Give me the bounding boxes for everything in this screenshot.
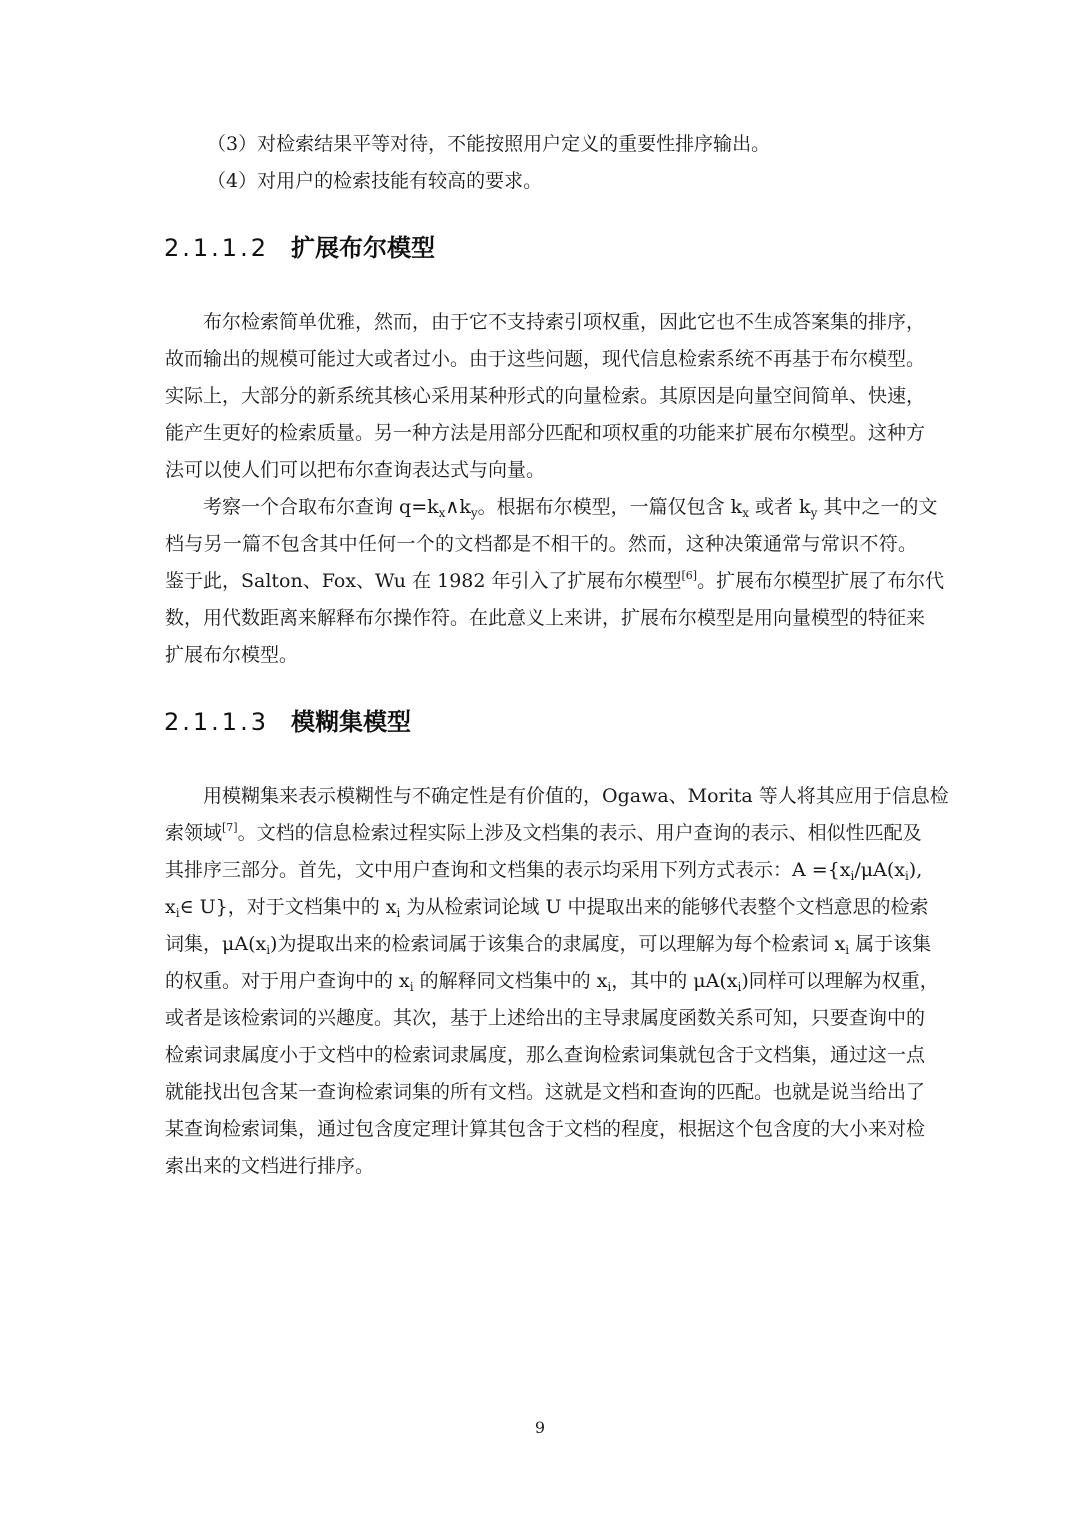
section-number: 2.1.1.3 [164, 708, 269, 736]
paragraph-line: 的权重。对于用户查询中的 $x_i$ 的解释同文档集中的 $x_i$，其中的 $\mu A(x_i)$同样可以理解为权重， [165, 970, 939, 994]
list-item: （4）对用户的检索技能有较高的要求。 [207, 170, 543, 192]
paragraph-line: 索出来的文档进行排序。 [165, 1155, 375, 1177]
paragraph-line: 扩展布尔模型。 [165, 644, 299, 666]
paragraph-line: 某查询检索词集，通过包含度定理计算其包含于文档的程度，根据这个包含度的大小来对检 [165, 1118, 926, 1140]
section-heading [164, 228, 435, 268]
paragraph-line: 其排序三部分。首先，文中用户查询和文档集的表示均采用下列方式表示：$A =\{x_i/\mu A(x_i)$, [165, 859, 923, 883]
paragraph-line: 检索词隶属度小于文档中的检索词隶属度，那么查询检索词集就包含于文档集，通过这一点 [165, 1044, 926, 1066]
paragraph-line: 能产生更好的检索质量。另一种方法是用部分匹配和项权重的功能来扩展布尔模型。这种方 [165, 422, 926, 444]
paragraph-line: 或者是该检索词的兴趣度。其次，基于上述给出的主导隶属度函数关系可知，只要查询中的 [165, 1007, 926, 1029]
citation-ref: [6] [681, 569, 698, 582]
paragraph-line: 故而输出的规模可能过大或者过小。由于这些问题，现代信息检索系统不再基于布尔模型。 [165, 348, 926, 370]
section-title: 模糊集模型 [290, 708, 411, 736]
paragraph-line: 就能找出包含某一查询检索词集的所有文档。这就是文档和查询的匹配。也就是说当给出了 [165, 1081, 926, 1103]
paragraph-line: $x_i\in$ U}，对于文档集中的 $x_i$ 为从检索词论域 U 中提取出来的能够代表整个文档意思的检索 [165, 896, 929, 920]
paragraph-line: 鉴于此，Salton、Fox、Wu 在 1982 年引入了扩展布尔模型[6]。扩展布尔模型扩展了布尔代 [165, 569, 945, 592]
paragraph-line: 索领域[7]。文档的信息检索过程实际上涉及文档集的表示、用户查询的表示、相似性匹配及 [165, 821, 922, 844]
citation-ref: [7] [222, 821, 238, 834]
section-title: 扩展布尔模型 [290, 234, 435, 262]
page-number: 9 [534, 1418, 546, 1437]
paragraph-line: 数，用代数距离来解释布尔操作符。在此意义上来讲，扩展布尔模型是用向量模型的特征来 [165, 607, 926, 629]
paragraph-line: 法可以使人们可以把布尔查询表达式与向量。 [165, 459, 546, 481]
paragraph-line: 用模糊集来表示模糊性与不确定性是有价值的，Ogawa、Morita 等人将其应用于信息检 [203, 785, 949, 807]
paragraph-line: 词集，$\mu A(x_i)$为提取出来的检索词属于该集合的隶属度，可以理解为每个检索词 $x_i$ 属于该集 [165, 933, 932, 957]
section-heading [164, 702, 411, 742]
paragraph-line: 考察一个合取布尔查询 $q=k_x\wedge k_y$。根据布尔模型，一篇仅包含 $k_x$ 或者 $k_y$ 其中之一的文 [203, 496, 938, 520]
paragraph-line: 档与另一篇不包含其中任何一个的文档都是不相干的。然而，这种决策通常与常识不符。 [165, 533, 917, 555]
list-item: （3）对检索结果平等对待，不能按照用户定义的重要性排序输出。 [207, 133, 771, 155]
paragraph-line: 实际上，大部分的新系统其核心采用某种形式的向量检索。其原因是向量空间简单、快速， [165, 385, 926, 407]
section-number: 2.1.1.2 [164, 234, 269, 262]
paragraph-line: 布尔检索简单优雅，然而，由于它不支持索引项权重，因此它也不生成答案集的排序， [203, 311, 926, 333]
